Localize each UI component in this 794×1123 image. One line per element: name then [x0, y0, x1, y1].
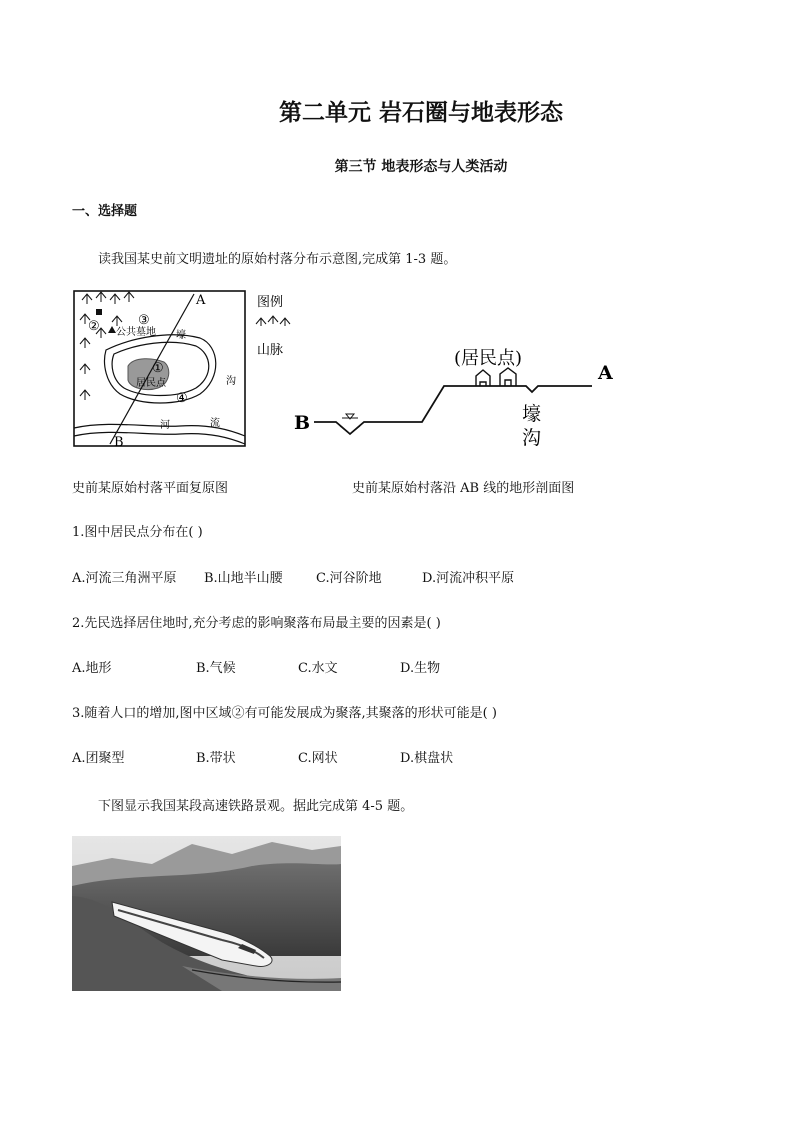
profile-label-residence: (居民点) — [454, 348, 523, 369]
terrain-profile — [290, 340, 620, 455]
question-3-option-b: B.带状 — [196, 751, 236, 766]
map-label-b: B — [114, 435, 124, 450]
ground-profile-line — [314, 386, 592, 434]
question-2-option-d: D.生物 — [400, 661, 441, 676]
legend-label: 山脉 — [257, 343, 284, 358]
question-1-option-c: C.河谷阶地 — [316, 571, 382, 586]
intro-paragraph-2: 下图显示我国某段高速铁路景观。据此完成第 4-5 题。 — [98, 799, 414, 814]
profile-label-a: A — [598, 362, 613, 384]
question-3-option-a: A.团聚型 — [72, 751, 125, 766]
question-2-option-a: A.地形 — [72, 661, 112, 676]
map-label-num-4: ④ — [176, 391, 188, 406]
profile-label-moat-2: 沟 — [522, 427, 542, 449]
section-subtitle: 第三节 地表形态与人类活动 — [334, 159, 508, 175]
question-1-stem: 1.图中居民点分布在( ) — [72, 525, 203, 540]
house-icons — [476, 368, 516, 386]
question-2-stem: 2.先民选择居住地时,充分考虑的影响聚落布局最主要的因素是( ) — [72, 616, 441, 631]
map-label-moat-2: 沟 — [226, 376, 236, 387]
profile-caption: 史前某原始村落沿 AB 线的地形剖面图 — [352, 481, 575, 496]
profile-label-moat-1: 壕 — [522, 403, 542, 425]
map-label-num-2: ② — [88, 319, 100, 334]
map-label-river-1: 河 — [160, 420, 170, 431]
legend-mountain-icon — [256, 316, 290, 326]
map-label-residence: 居民点 — [136, 378, 166, 389]
question-2-option-b: B.气候 — [196, 661, 236, 676]
cemetery-square — [96, 309, 102, 315]
question-3-option-d: D.棋盘状 — [400, 751, 454, 766]
village-plan-map — [70, 288, 305, 453]
question-1-option-b: B.山地半山腰 — [204, 571, 283, 586]
question-3-stem: 3.随着人口的增加,图中区域②有可能发展成为聚落,其聚落的形状可能是( ) — [72, 706, 497, 721]
question-2-option-c: C.水文 — [298, 661, 338, 676]
question-3-option-c: C.网状 — [298, 751, 338, 766]
river-line-2 — [74, 432, 245, 444]
legend-title: 图例 — [257, 295, 284, 310]
map-caption: 史前某原始村落平面复原图 — [72, 481, 229, 496]
map-label-cemetery: 公共墓地 — [116, 327, 156, 338]
section-heading: 一、选择题 — [72, 204, 138, 219]
profile-label-b: B — [294, 412, 311, 434]
map-label-num-3: ③ — [138, 313, 150, 328]
page-title: 第二单元 岩石圈与地表形态 — [278, 99, 563, 126]
map-label-moat-1: 壕 — [176, 330, 186, 341]
mountain-symbols — [80, 292, 134, 400]
cemetery-triangle — [108, 326, 116, 333]
map-label-a: A — [196, 293, 206, 308]
high-speed-rail-photo — [72, 836, 341, 991]
intro-paragraph-1: 读我国某史前文明遗址的原始村落分布示意图,完成第 1-3 题。 — [98, 252, 457, 267]
question-1-option-d: D.河流冲积平原 — [422, 571, 515, 586]
question-1-option-a: A.河流三角洲平原 — [72, 571, 177, 586]
map-label-river-2: 流 — [210, 418, 220, 429]
map-label-num-1: ① — [152, 361, 164, 376]
